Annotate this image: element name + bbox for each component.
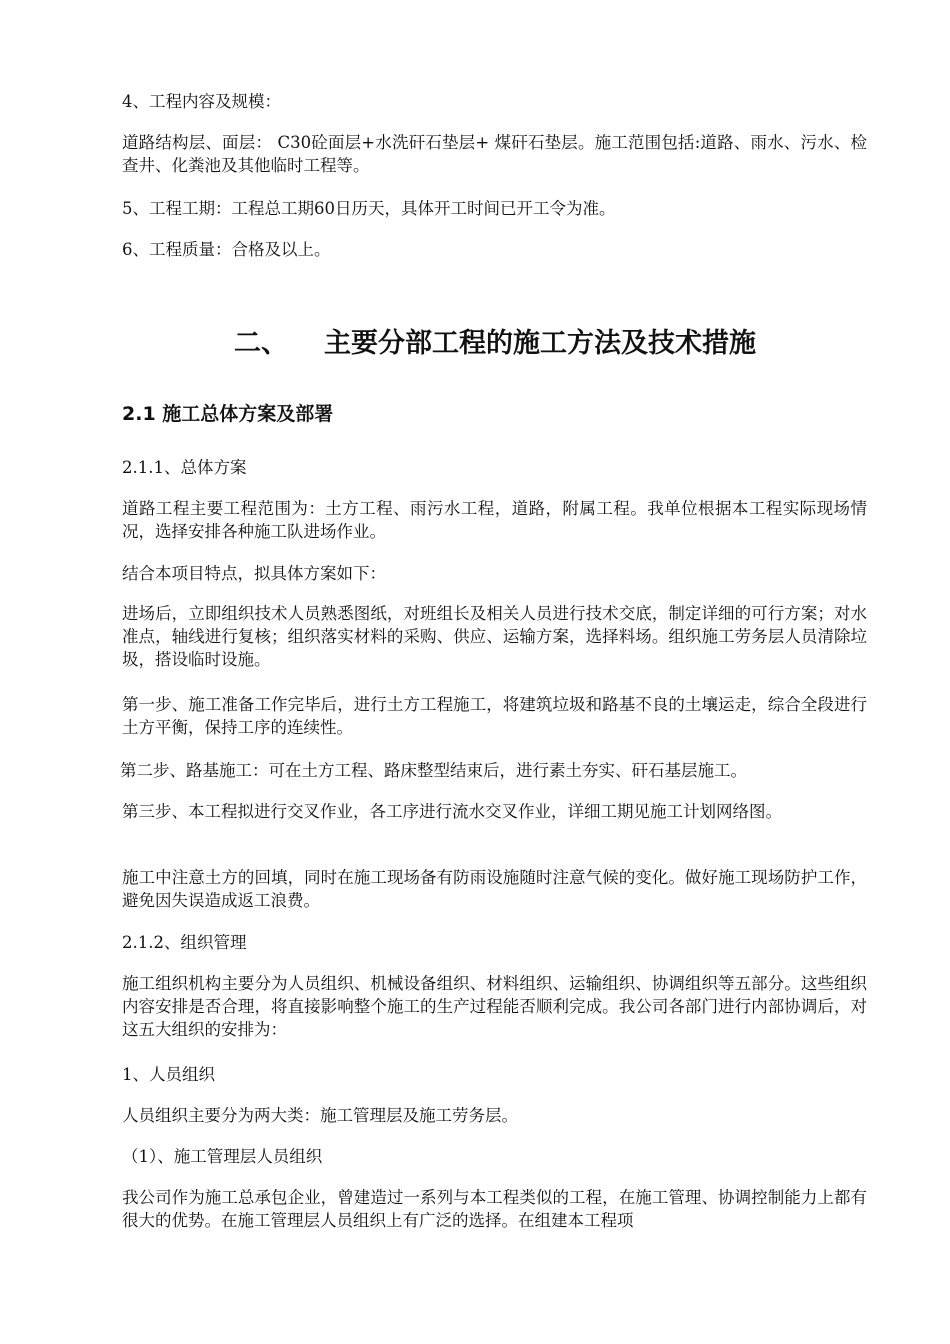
paragraph-step-one: 第一步、施工准备工作完毕后，进行土方工程施工，将建筑垃圾和路基不良的土壤运走，综合全段进行土方平衡，保持工序的连续性。 xyxy=(122,695,867,737)
subsection-2-1-1-heading: 2.1.1、总体方案 xyxy=(122,458,247,477)
chapter-heading xyxy=(0,326,950,362)
section-item-4-heading: 4、工程内容及规模： xyxy=(122,92,281,111)
chapter-title: 主要分部工程的施工方法及技术措施 xyxy=(324,328,756,359)
section-heading-2-1: 2.1 施工总体方案及部署 xyxy=(122,403,334,425)
subsection-2-1-2-heading: 2.1.2、组织管理 xyxy=(122,933,247,952)
paragraph-organization: 施工组织机构主要分为人员组织、机械设备组织、材料组织、运输组织、协调组织等五部分。这些组织内容安排是否合理，将直接影响整个施工的生产过程能否顺利完成。我公司各部门进行内部协调后，对这五大组织的安排为： xyxy=(122,974,867,1039)
paragraph-road-structure: 道路结构层、面层： C30砼面层+水洗矸石垫层+ 煤矸石垫层。施工范围包括:道路、雨水、污水、检查井、化粪池及其他临时工程等。 xyxy=(122,133,867,175)
paragraph-management: 我公司作为施工总承包企业，曾建造过一系列与本工程类似的工程，在施工管理、协调控制能力上都有很大的优势。在施工管理层人员组织上有广泛的选择。在组建本工程项 xyxy=(122,1188,867,1230)
section-item-6-quality: 6、工程质量：合格及以上。 xyxy=(122,240,331,259)
paragraph-preparation: 进场后，立即组织技术人员熟悉图纸，对班组长及相关人员进行技术交底，制定详细的可行方案；对水准点，轴线进行复核；组织落实材料的采购、供应、运输方案，选择料场。组织施工劳务层人员清除垃圾，搭设临时设施。 xyxy=(122,604,867,669)
chapter-number: 二、 xyxy=(234,328,288,359)
item-personnel-heading: 1、人员组织 xyxy=(122,1065,215,1084)
paragraph-plan-intro: 结合本项目特点，拟具体方案如下： xyxy=(122,564,386,583)
paragraph-scope: 道路工程主要工程范围为：土方工程、雨污水工程，道路，附属工程。我单位根据本工程实际现场情况，选择安排各种施工队进场作业。 xyxy=(122,499,867,541)
paragraph-step-three: 第三步、本工程拟进行交叉作业，各工序进行流水交叉作业，详细工期见施工计划网络图。 xyxy=(122,802,782,821)
paragraph-backfill: 施工中注意土方的回填，同时在施工现场备有防雨设施随时注意气候的变化。做好施工现场防护工作，避免因失误造成返工浪费。 xyxy=(122,868,867,910)
section-item-5-schedule: 5、工程工期：工程总工期60日历天，具体开工时间已开工令为准。 xyxy=(122,199,616,218)
paragraph-step-two: 第二步、路基施工：可在土方工程、路床整型结束后，进行素土夯实、矸石基层施工。 xyxy=(120,761,747,780)
paragraph-personnel-types: 人员组织主要分为两大类：施工管理层及施工劳务层。 xyxy=(122,1106,518,1125)
item-management-heading: （1）、施工管理层人员组织 xyxy=(122,1147,323,1166)
